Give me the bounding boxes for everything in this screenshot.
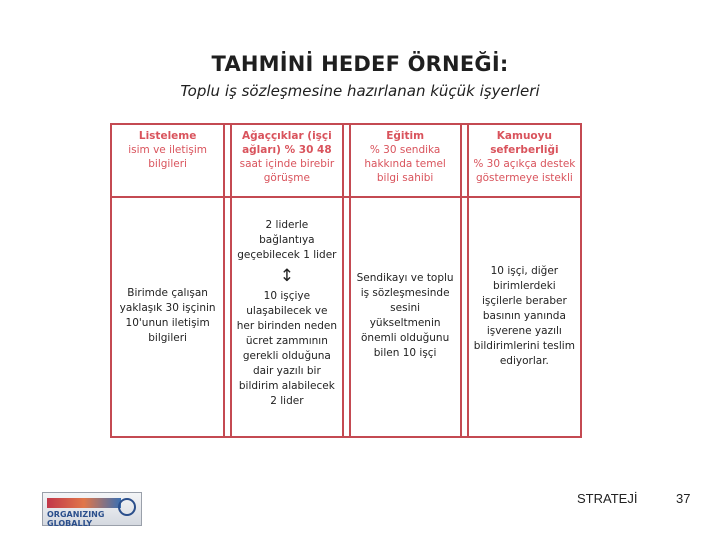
column-header-mobilization — [467, 125, 580, 196]
footer-label: STRATEJİ — [577, 491, 638, 506]
column-header-education — [349, 125, 462, 196]
page-title: TAHMİNİ HEDEF ÖRNEĞİ: — [211, 52, 509, 76]
column-body-mobilization — [467, 196, 580, 436]
column-header-subtitle: saat içinde birebir görüşme — [239, 158, 335, 184]
organizing-globally-logo — [42, 492, 142, 526]
column-header-title: Ağaççıklar (işçi ağları) % 30 48 — [242, 130, 332, 156]
logo-text: ORGANIZING GLOBALLY — [47, 510, 105, 528]
cell-text: 10 işçi, diğer birimlerdeki işçilerle beraber basının yanında işverene yazılı bildirimlerini teslim ediyorlar. — [473, 264, 575, 367]
column-header-subtitle: isim ve iletişim bilgileri — [128, 144, 208, 170]
cell-text: Sendikayı ve toplu iş sözleşmesinde sesini yükseltmenin önemli olduğunu bilen 10 işçi — [356, 272, 454, 359]
column-header-title: Kamuoyu seferberliği — [490, 130, 559, 156]
column-header-listing — [112, 125, 225, 196]
column-body-listing — [112, 196, 225, 436]
cell-text-top: 2 liderle bağlantıya geçebilecek 1 lider — [237, 219, 337, 261]
globe-icon — [118, 498, 136, 516]
column-header-title: Listeleme — [138, 130, 197, 142]
cell-text: Birimde çalışan yaklaşık 30 işçinin 10'unun iletişim bilgileri — [119, 287, 216, 344]
page-subtitle: Toplu iş sözleşmesine hazırlanan küçük işyerleri — [180, 82, 540, 100]
logo-band — [47, 498, 121, 508]
column-header-subtitle: % 30 sendika hakkında temel bilgi sahibi — [364, 144, 446, 184]
column-body-networks — [230, 196, 343, 436]
column-header-networks — [230, 125, 343, 196]
column-header-title: Eğitim — [386, 130, 425, 142]
cell-text-bottom: 10 işçiye ulaşabilecek ve her birinden neden ücret zammının gerekli olduğuna dair yazılı bir bildirim alabilecek 2 lider — [236, 290, 337, 407]
column-body-education — [349, 196, 462, 436]
up-down-arrow-icon: ↕ — [279, 266, 294, 286]
target-table — [110, 123, 582, 438]
column-header-subtitle: % 30 açıkça destek göstermeye istekli — [473, 158, 576, 184]
page-number: 37 — [676, 491, 691, 506]
